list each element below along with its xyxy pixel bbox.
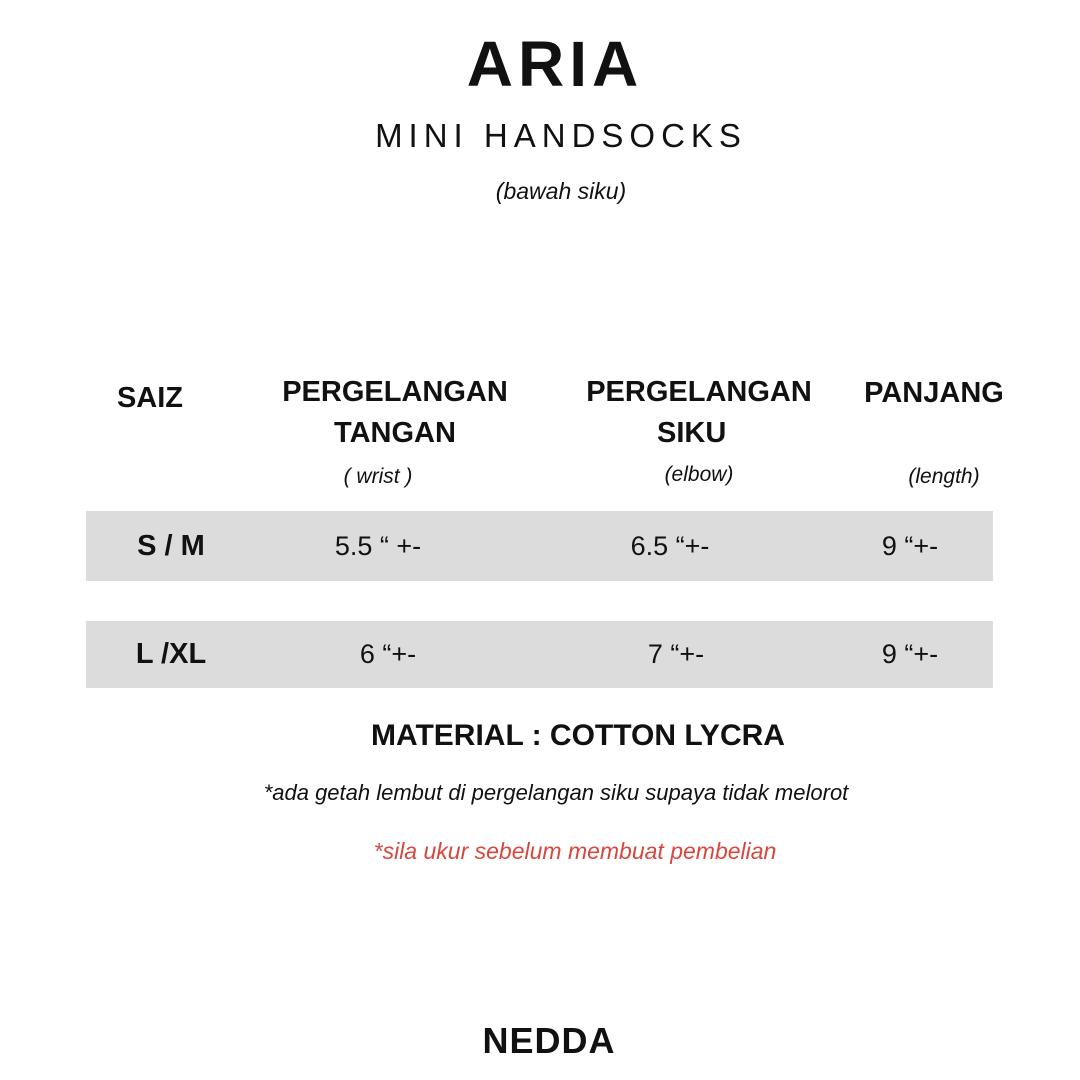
row-size-label: S / M <box>137 530 205 562</box>
column-sublabel-elbow: (elbow) <box>664 463 734 486</box>
column-header-elbow-line2: SIKU <box>657 417 727 449</box>
product-subtitle: MINI HANDSOCKS <box>375 117 747 154</box>
column-header-wrist-line2: TANGAN <box>334 417 456 449</box>
table-row <box>86 621 993 688</box>
measure-note: *sila ukur sebelum membuat pembelian <box>373 838 777 864</box>
material-label: MATERIAL : COTTON LYCRA <box>371 719 785 752</box>
column-header-wrist <box>265 372 525 454</box>
subtitle-note: (bawah siku) <box>495 178 627 204</box>
column-header-elbow-line1: PERGELANGAN <box>586 376 812 408</box>
column-header-wrist-line1: PERGELANGAN <box>282 376 508 408</box>
row-wrist-value: 6 “+- <box>359 639 417 669</box>
page-title: ARIA <box>466 28 644 100</box>
column-sublabel-wrist: ( wrist ) <box>343 465 413 488</box>
brand-logo-text: NEDDA <box>482 1020 616 1061</box>
row-elbow-value: 6.5 “+- <box>630 531 710 561</box>
row-elbow-value: 7 “+- <box>647 639 705 669</box>
column-sublabel-length: (length) <box>908 465 980 488</box>
row-length-value: 9 “+- <box>881 639 939 669</box>
row-size-label: L /XL <box>135 638 207 670</box>
table-row <box>86 511 993 581</box>
row-wrist-value: 5.5 “ +- <box>334 531 422 561</box>
column-header-elbow <box>569 372 829 454</box>
row-length-value: 9 “+- <box>881 531 939 561</box>
column-header-size: SAIZ <box>116 382 184 414</box>
column-header-length: PANJANG <box>864 377 1004 409</box>
elastic-note: *ada getah lembut di pergelangan siku supaya tidak melorot <box>263 780 849 805</box>
